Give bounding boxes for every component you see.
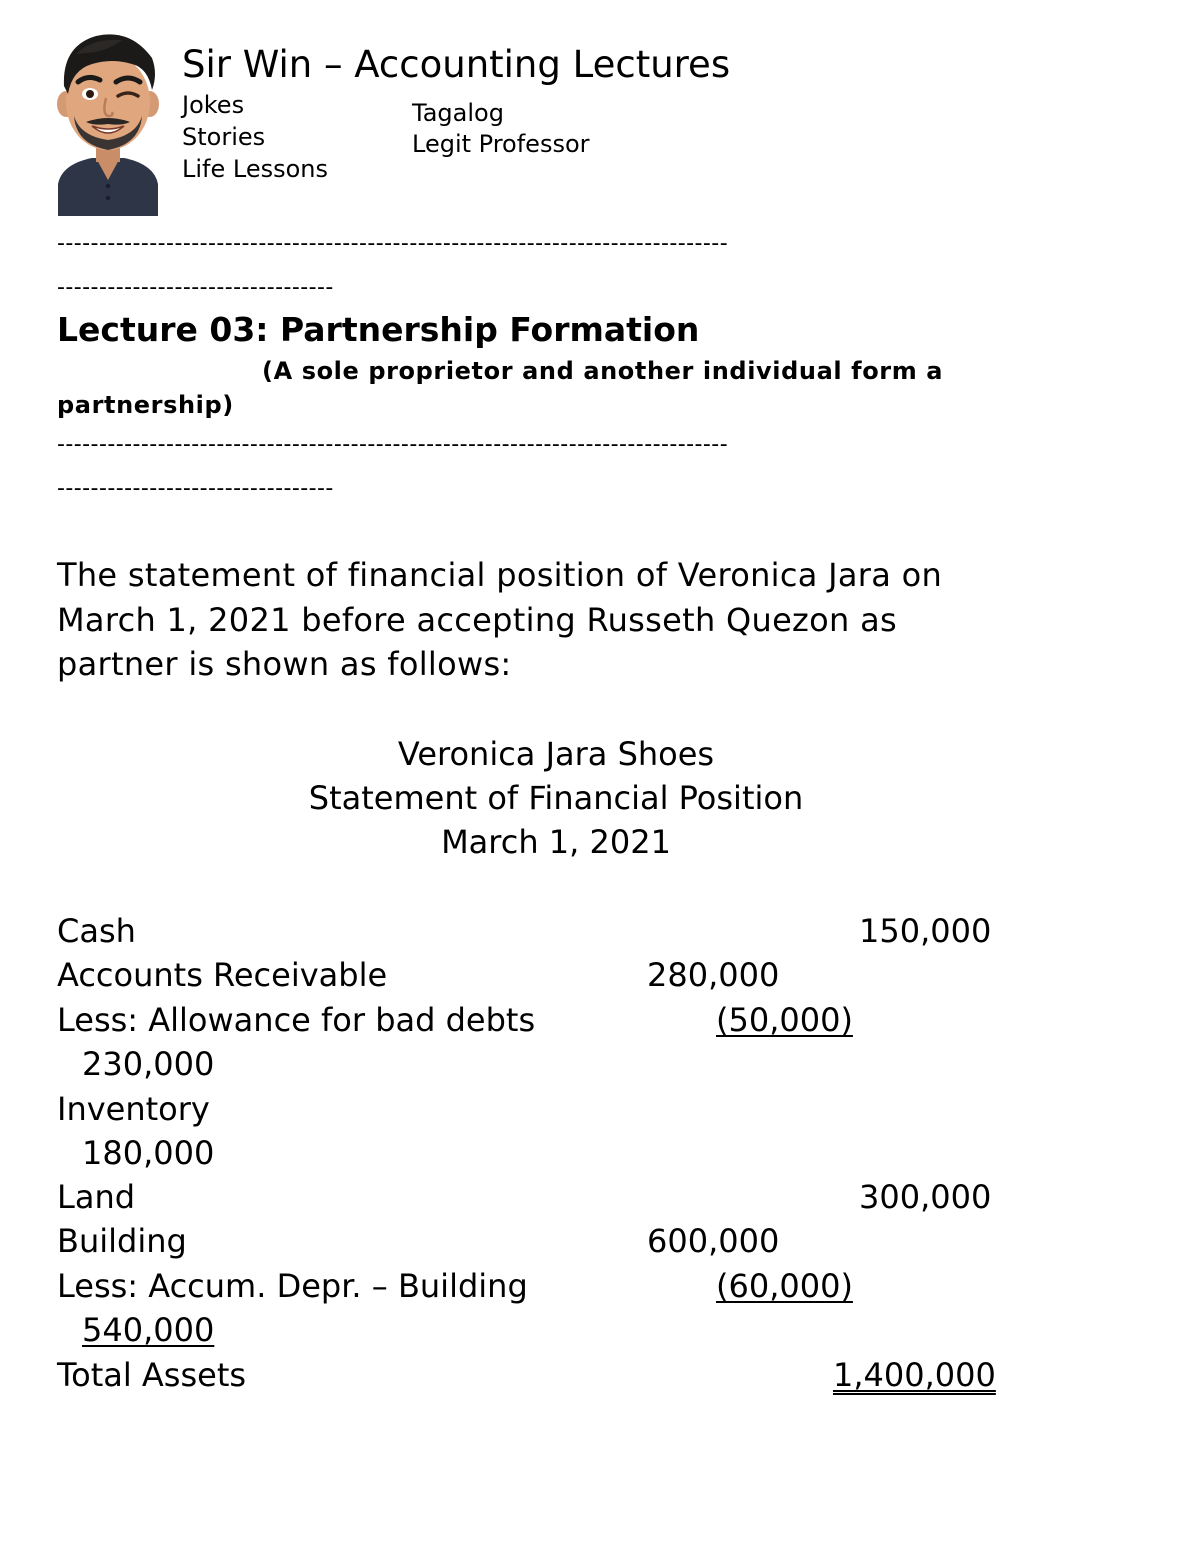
statement-date: March 1, 2021 bbox=[441, 823, 671, 861]
statement-name: Statement of Financial Position bbox=[308, 779, 804, 817]
cash-label: Cash bbox=[57, 912, 136, 950]
separator-line: -------------------------------------------------------------------------------- bbox=[57, 432, 729, 457]
accounts-receivable-label: Accounts Receivable bbox=[57, 956, 388, 994]
cash-amount: 150,000 bbox=[859, 912, 992, 950]
intro-line: The statement of financial position of Veronica Jara on bbox=[57, 556, 943, 594]
brand-title: Sir Win – Accounting Lectures bbox=[182, 43, 731, 86]
intro-line: partner is shown as follows: bbox=[57, 645, 512, 683]
accum-depr-label: Less: Accum. Depr. – Building bbox=[57, 1267, 528, 1305]
lecture-subtitle-line1: (A sole proprietor and another individual form a bbox=[262, 357, 944, 385]
company-name: Veronica Jara Shoes bbox=[397, 735, 715, 773]
ar-net-amount: 230,000 bbox=[82, 1045, 215, 1083]
inventory-label: Inventory bbox=[57, 1090, 210, 1128]
total-assets-amount: 1,400,000 bbox=[833, 1356, 996, 1394]
building-amount: 600,000 bbox=[647, 1222, 780, 1260]
lecture-subtitle-line2: partnership) bbox=[57, 391, 234, 419]
intro-paragraph bbox=[57, 553, 1055, 687]
separator-line: -------------------------------------------------------------------------------- bbox=[57, 231, 729, 256]
accounts-receivable-amount: 280,000 bbox=[647, 956, 780, 994]
allowance-label: Less: Allowance for bad debts bbox=[57, 1001, 536, 1039]
tag-life-lessons: Life Lessons bbox=[182, 155, 329, 183]
separator-line: --------------------------------- bbox=[57, 275, 334, 300]
land-amount: 300,000 bbox=[859, 1178, 992, 1216]
building-net-amount: 540,000 bbox=[82, 1311, 215, 1349]
tag-tagalog: Tagalog bbox=[412, 99, 504, 127]
tag-stories: Stories bbox=[182, 123, 266, 151]
building-label: Building bbox=[57, 1222, 187, 1260]
total-assets-label: Total Assets bbox=[57, 1356, 247, 1394]
separator-line: --------------------------------- bbox=[57, 476, 334, 501]
inventory-amount: 180,000 bbox=[82, 1134, 215, 1172]
intro-line: March 1, 2021 before accepting Russeth Quezon as bbox=[57, 600, 897, 639]
land-label: Land bbox=[57, 1178, 136, 1216]
lecture-title: Lecture 03: Partnership Formation bbox=[57, 310, 700, 349]
tag-legit-professor: Legit Professor bbox=[412, 130, 590, 158]
memoji-avatar bbox=[52, 24, 164, 216]
tag-jokes: Jokes bbox=[182, 91, 245, 119]
allowance-amount: (50,000) bbox=[716, 1001, 853, 1039]
accum-depr-amount: (60,000) bbox=[716, 1267, 853, 1305]
